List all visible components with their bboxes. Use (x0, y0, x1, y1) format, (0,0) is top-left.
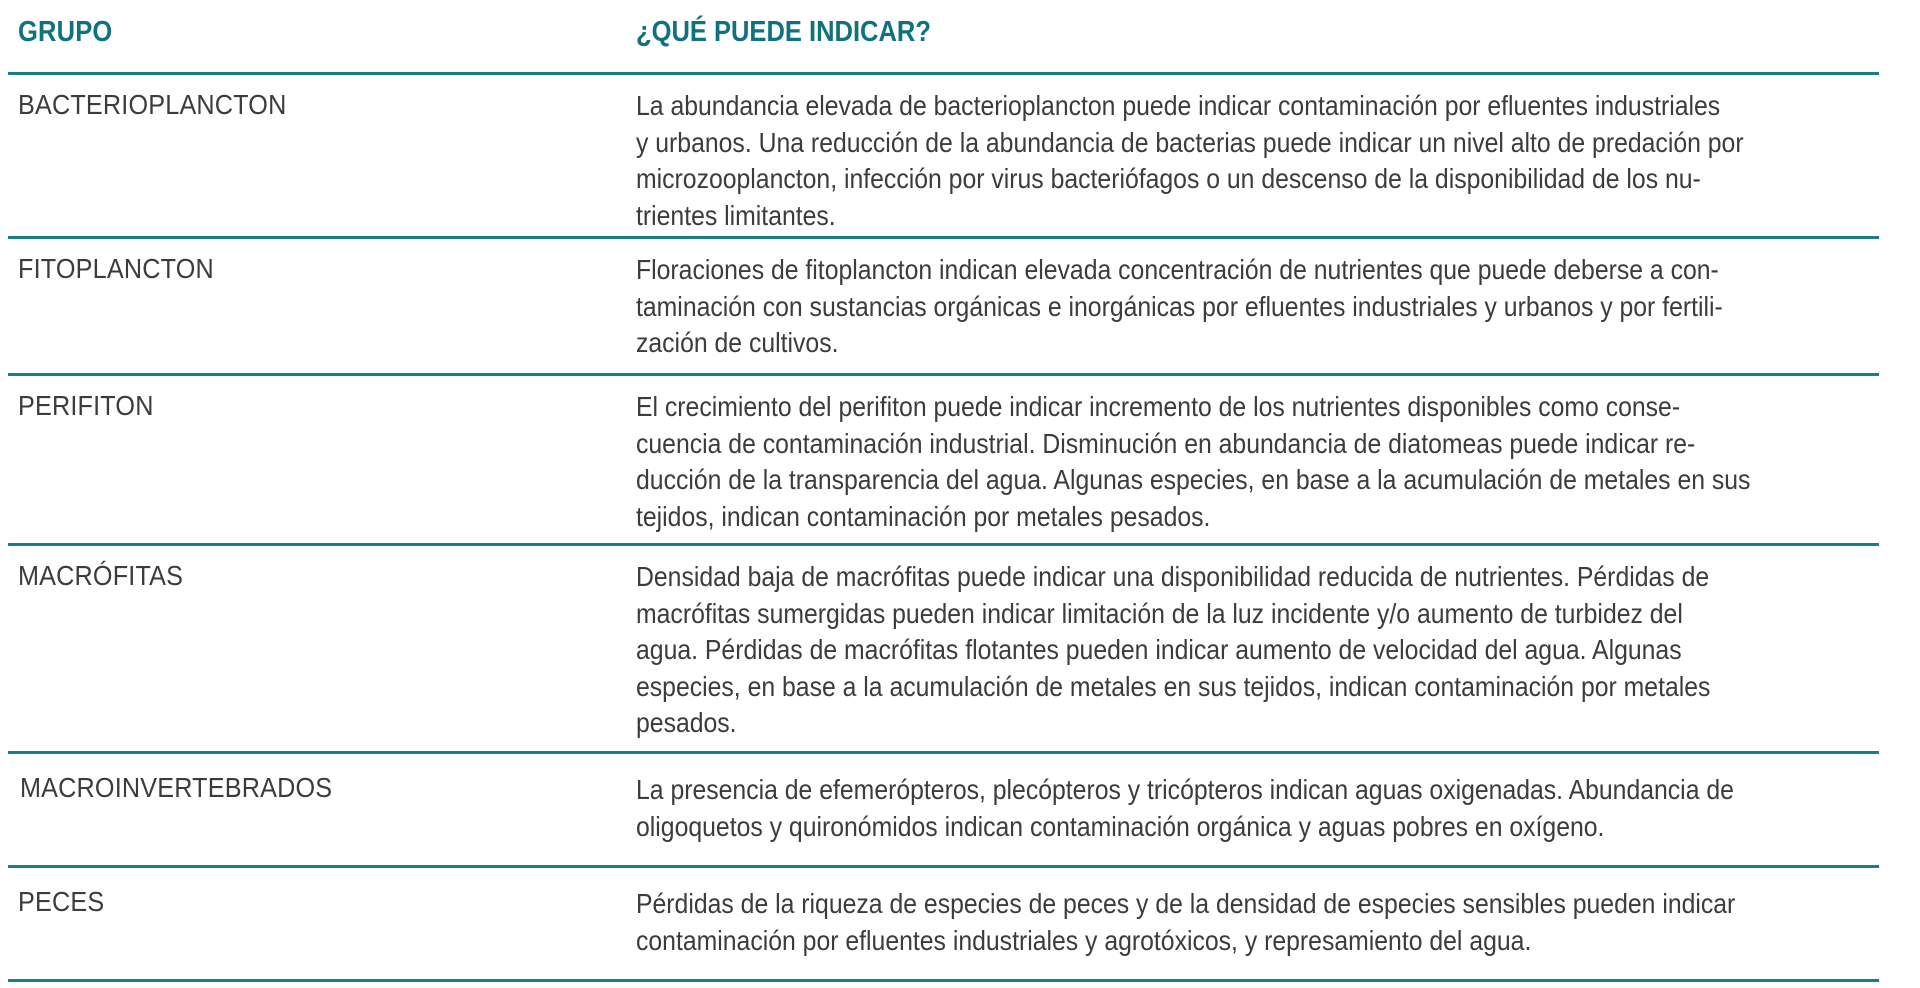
description-line: agua. Pérdidas de macrófitas flotantes pueden indicar aumento de velocidad del agua. Algunas (636, 634, 1682, 666)
description-cell (636, 88, 1876, 234)
group-cell: MACRÓFITAS (18, 560, 184, 591)
description-line: cuencia de contaminación industrial. Disminución en abundancia de diatomeas puede indicar re- (636, 427, 1696, 459)
table-row-macrofitas (8, 546, 1879, 754)
group-cell: BACTERIOPLANCTON (18, 89, 287, 120)
description-cell (636, 389, 1876, 535)
group-cell: FITOPLANCTON (18, 253, 214, 284)
description-line: especies, en base a la acumulación de metales en sus tejidos, indican contaminación por metales (636, 670, 1711, 702)
description-line: Pérdidas de la riqueza de especies de peces y de la densidad de especies sensibles pueden indicar (636, 888, 1736, 919)
description-line: La presencia de efemerópteros, plecópteros y tricópteros indican aguas oxigenadas. Abundancia de (636, 774, 1734, 805)
table-row-macroinvertebrados (8, 754, 1879, 868)
description-line: contaminación por efluentes industriales y agrotóxicos, y represamiento del agua. (636, 924, 1532, 956)
description-cell (636, 559, 1876, 742)
description-line: pesados. (636, 707, 737, 739)
description-line: Densidad baja de macrófitas puede indicar una disponibilidad reducida de nutrientes. Pérdidas de (636, 561, 1710, 592)
description-line: zación de cultivos. (636, 327, 839, 359)
description-line: tejidos, indican contaminación por metales pesados. (636, 500, 1211, 532)
table-row-perifiton (8, 376, 1879, 546)
description-cell (636, 252, 1876, 362)
description-line: trientes limitantes. (636, 199, 836, 231)
table-row-bacterioplancton (8, 75, 1879, 239)
table-row-fitoplancton (8, 239, 1879, 376)
description-line: microzooplancton, infección por virus bacteriófagos o un descenso de la disponibilidad de los nu- (636, 163, 1701, 195)
description-line: macrófitas sumergidas pueden indicar limitación de la luz incidente y/o aumento de turbidez del (636, 597, 1683, 629)
table-row-peces (8, 868, 1879, 982)
description-line: ducción de la transparencia del agua. Algunas especies, en base a la acumulación de metales en sus (636, 464, 1751, 496)
description-cell (636, 772, 1876, 845)
description-line: El crecimiento del perifiton puede indicar incremento de los nutrientes disponibles como conse- (636, 391, 1681, 422)
description-cell (636, 886, 1876, 959)
column-header-indicates: ¿QUÉ PUEDE INDICAR? (636, 16, 931, 48)
indicator-table (8, 0, 1879, 982)
description-line: taminación con sustancias orgánicas e inorgánicas por efluentes industriales y urbanos y por fertili- (636, 290, 1723, 322)
column-header-group: GRUPO (18, 16, 113, 48)
group-cell: PERIFITON (18, 390, 154, 421)
description-line: y urbanos. Una reducción de la abundancia de bacterias puede indicar un nivel alto de predación por (636, 126, 1744, 158)
description-line: oligoquetos y quironómidos indican contaminación orgánica y aguas pobres en oxígeno. (636, 810, 1605, 842)
group-cell: MACROINVERTEBRADOS (20, 772, 333, 803)
group-cell: PECES (18, 886, 105, 917)
description-line: La abundancia elevada de bacterioplancton puede indicar contaminación por efluentes industriales (636, 90, 1721, 121)
description-line: Floraciones de fitoplancton indican elevada concentración de nutrientes que puede deberse a con- (636, 254, 1719, 285)
table-header-row (8, 0, 1879, 75)
